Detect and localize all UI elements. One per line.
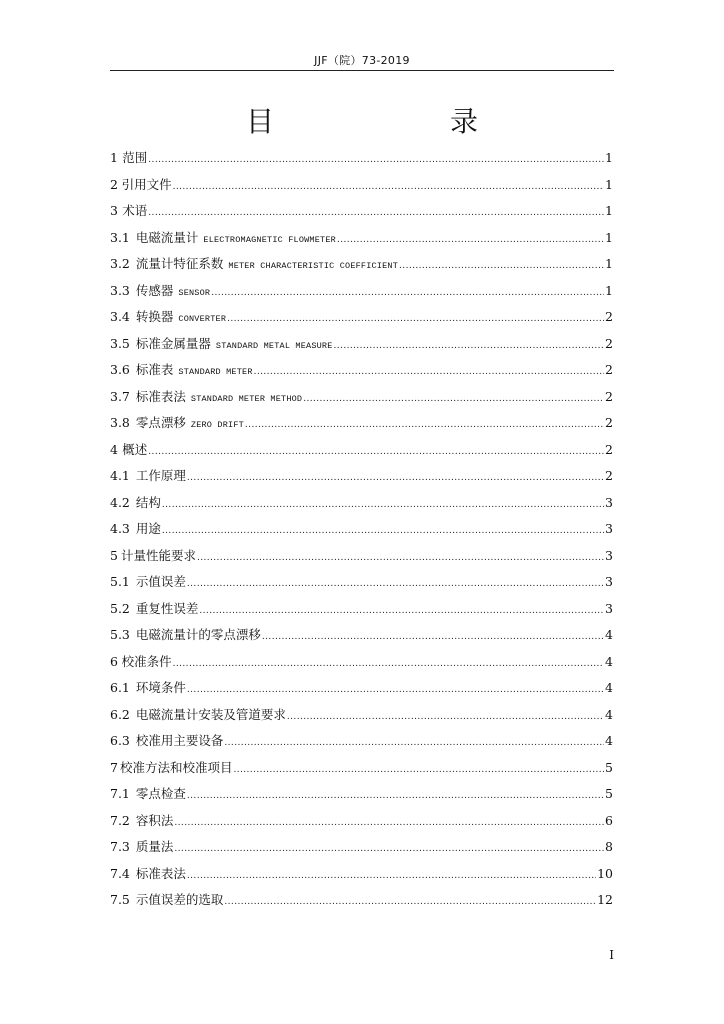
toc-entry[interactable] <box>110 543 613 570</box>
toc-entry-page: 4 <box>605 653 613 669</box>
dot-leader <box>174 836 604 863</box>
toc-entry-number: 4.3 <box>110 521 130 536</box>
toc-entry-number: 5 <box>110 547 118 563</box>
toc-entry-page: 8 <box>605 839 613 854</box>
toc-entry-page: 1 <box>605 229 613 245</box>
toc-entry[interactable] <box>110 437 613 464</box>
dot-leader <box>224 730 604 757</box>
toc-entry-number: 3.3 <box>110 282 130 298</box>
toc-entry-title: 电磁流量计的零点漂移 <box>135 627 261 642</box>
running-header: JJF（院）73-2019 <box>314 54 410 67</box>
toc-entry-number: 3.5 <box>110 335 130 351</box>
toc-entry-title: 工作原理 <box>135 468 186 483</box>
toc-entry-number: 4.2 <box>110 494 130 510</box>
dot-leader <box>287 704 604 731</box>
toc-entry[interactable] <box>110 304 613 331</box>
toc-entry-page: 4 <box>605 733 613 748</box>
toc-entry-number: 7 <box>110 759 118 775</box>
dot-leader <box>174 810 604 837</box>
toc-title: 目 录 <box>245 105 518 138</box>
toc-entry-number: 7.1 <box>110 786 130 801</box>
dot-leader <box>245 412 604 439</box>
toc-entry-title: 容积法 <box>135 812 174 828</box>
dot-leader <box>234 757 605 784</box>
dot-leader <box>197 545 604 572</box>
toc-entry[interactable] <box>110 569 613 596</box>
dot-leader <box>337 227 604 254</box>
dot-leader <box>187 571 604 598</box>
dot-leader <box>262 624 604 651</box>
dot-leader <box>199 598 604 625</box>
toc-entry[interactable] <box>110 622 613 649</box>
toc-entry-english-term: STANDARD METER METHOD <box>190 393 303 404</box>
toc-entry-page: 1 <box>605 282 613 298</box>
dot-leader <box>173 174 604 201</box>
toc-entry[interactable] <box>110 516 613 543</box>
toc-entry-number: 2 <box>110 176 118 192</box>
toc-entry-page: 5 <box>605 786 613 801</box>
toc-entry-title: 概述 <box>122 441 148 457</box>
toc-entry[interactable] <box>110 808 613 835</box>
toc-entry-page: 6 <box>605 812 613 828</box>
toc-entry-number: 7.4 <box>110 865 130 881</box>
toc-entry-number: 6 <box>110 653 118 669</box>
toc-entry-number: 6.2 <box>110 706 130 722</box>
toc-entry[interactable] <box>110 357 613 384</box>
toc-entry-title: 转换器 <box>135 309 174 324</box>
toc-entry-english-term: ZERO DRIFT <box>190 420 244 430</box>
toc-entry[interactable] <box>110 490 613 517</box>
toc-entry-number: 3.2 <box>110 256 130 271</box>
toc-entry-number: 5.3 <box>110 627 130 642</box>
dot-leader <box>187 783 604 810</box>
toc-entry-title: 环境条件 <box>135 680 186 695</box>
toc-entry-number: 4.1 <box>110 468 130 483</box>
table-of-contents <box>110 145 613 914</box>
toc-entry[interactable] <box>110 251 613 278</box>
toc-entry[interactable] <box>110 596 613 623</box>
toc-entry-page: 3 <box>605 600 613 616</box>
toc-entry-page: 10 <box>597 865 613 881</box>
toc-entry-number: 7.2 <box>110 812 130 828</box>
toc-entry-page: 1 <box>605 203 613 218</box>
toc-entry[interactable] <box>110 410 613 437</box>
toc-entry-title: 结构 <box>135 494 161 510</box>
toc-entry-title: 校准方法和校准项目 <box>119 759 233 775</box>
dot-leader <box>211 280 604 307</box>
toc-entry[interactable] <box>110 649 613 676</box>
toc-entry-page: 5 <box>605 759 613 775</box>
toc-entry-page: 2 <box>605 309 613 324</box>
toc-entry[interactable] <box>110 145 613 172</box>
toc-entry[interactable] <box>110 834 613 861</box>
toc-entry-title: 标准表法 <box>135 865 186 881</box>
dot-leader <box>399 253 604 280</box>
toc-entry-title: 重复性误差 <box>135 600 199 616</box>
toc-entry-english-term: SENSOR <box>178 287 211 298</box>
toc-entry-page: 4 <box>605 706 613 722</box>
toc-entry-number: 3.8 <box>110 415 130 430</box>
toc-entry-number: 1 <box>110 150 118 165</box>
toc-entry[interactable] <box>110 384 613 411</box>
toc-entry-number: 4 <box>110 441 118 457</box>
toc-entry[interactable] <box>110 675 613 702</box>
toc-entry-title: 零点漂移 <box>135 415 186 430</box>
toc-entry-title: 传感器 <box>135 282 174 298</box>
toc-entry-english-term: STANDARD METER <box>178 367 253 377</box>
toc-entry-title: 零点检查 <box>135 786 186 801</box>
toc-entry-page: 2 <box>605 415 613 430</box>
toc-entry[interactable] <box>110 225 613 252</box>
dot-leader <box>187 863 596 890</box>
toc-entry-title: 流量计特征系数 <box>135 256 224 271</box>
toc-entry-number: 7.5 <box>110 892 130 907</box>
toc-entry-english-term: METER CHARACTERISTIC COEFFICIENT <box>228 261 399 271</box>
toc-entry[interactable] <box>110 702 613 729</box>
toc-entry[interactable] <box>110 728 613 755</box>
dot-leader <box>187 465 604 492</box>
toc-entry[interactable] <box>110 278 613 305</box>
toc-entry-page: 3 <box>605 521 613 536</box>
toc-entry[interactable] <box>110 198 613 225</box>
toc-entry-title: 标准表 <box>135 362 174 377</box>
toc-entry-title: 用途 <box>135 521 161 536</box>
toc-entry-page: 4 <box>605 680 613 695</box>
toc-entry[interactable] <box>110 861 613 888</box>
toc-entry-page: 12 <box>597 892 613 907</box>
toc-entry-title: 电磁流量计 <box>135 229 199 245</box>
toc-entry-number: 3.1 <box>110 229 130 245</box>
toc-entry-title: 标准金属量器 <box>135 335 211 351</box>
toc-entry-number: 3.7 <box>110 388 130 404</box>
toc-entry-number: 3.4 <box>110 309 130 324</box>
toc-entry-title: 质量法 <box>135 839 174 854</box>
toc-entry-title: 引用文件 <box>121 176 172 192</box>
toc-entry-number: 5.2 <box>110 600 130 616</box>
footer-page-number: I <box>609 948 614 962</box>
toc-entry-title: 计量性能要求 <box>120 547 196 563</box>
toc-entry[interactable] <box>110 887 613 914</box>
dot-leader <box>148 200 604 227</box>
toc-entry-number: 3.6 <box>110 362 130 377</box>
toc-entry-page: 4 <box>605 627 613 642</box>
toc-entry-number: 3 <box>110 203 118 218</box>
toc-entry-english-term: CONVERTER <box>178 314 227 324</box>
toc-entry-english-term: ELECTROMAGNETIC FLOWMETER <box>203 234 336 245</box>
toc-entry[interactable] <box>110 172 613 199</box>
toc-entry-number: 7.3 <box>110 839 130 854</box>
header-rule <box>110 70 614 71</box>
toc-entry-number: 6.3 <box>110 733 130 748</box>
toc-entry-page: 1 <box>605 150 613 165</box>
toc-entry-page: 2 <box>605 362 613 377</box>
toc-entry-page: 2 <box>605 441 613 457</box>
toc-entry-page: 2 <box>605 468 613 483</box>
toc-entry-title: 示值误差的选取 <box>135 892 224 907</box>
toc-entry[interactable] <box>110 331 613 358</box>
toc-entry-page: 2 <box>605 335 613 351</box>
toc-entry[interactable] <box>110 755 613 782</box>
dot-leader <box>173 651 604 678</box>
dot-leader <box>227 306 604 333</box>
toc-entry-page: 3 <box>605 547 613 563</box>
dot-leader <box>162 518 604 545</box>
toc-entry-page: 3 <box>605 494 613 510</box>
dot-leader <box>303 386 604 413</box>
toc-entry-title: 术语 <box>122 203 148 218</box>
toc-entry-title: 示值误差 <box>135 574 186 589</box>
toc-entry-page: 2 <box>605 388 613 404</box>
toc-entry-page: 3 <box>605 574 613 589</box>
dot-leader <box>187 677 604 704</box>
dot-leader <box>148 147 604 174</box>
toc-entry-page: 1 <box>605 176 613 192</box>
toc-entry[interactable] <box>110 781 613 808</box>
dot-leader <box>254 359 604 386</box>
toc-entry-title: 校准条件 <box>121 653 172 669</box>
toc-entry-number: 5.1 <box>110 574 130 589</box>
toc-entry-title: 校准用主要设备 <box>135 733 224 748</box>
toc-entry-english-term: STANDARD METAL MEASURE <box>215 340 333 351</box>
dot-leader <box>334 333 605 360</box>
dot-leader <box>162 492 604 519</box>
toc-entry-title: 电磁流量计安装及管道要求 <box>135 706 286 722</box>
toc-entry-page: 1 <box>605 256 613 271</box>
toc-entry-title: 范围 <box>122 150 148 165</box>
toc-entry[interactable] <box>110 463 613 490</box>
dot-leader <box>224 889 596 916</box>
toc-entry-number: 6.1 <box>110 680 130 695</box>
toc-entry-title: 标准表法 <box>135 388 186 404</box>
dot-leader <box>148 439 604 466</box>
